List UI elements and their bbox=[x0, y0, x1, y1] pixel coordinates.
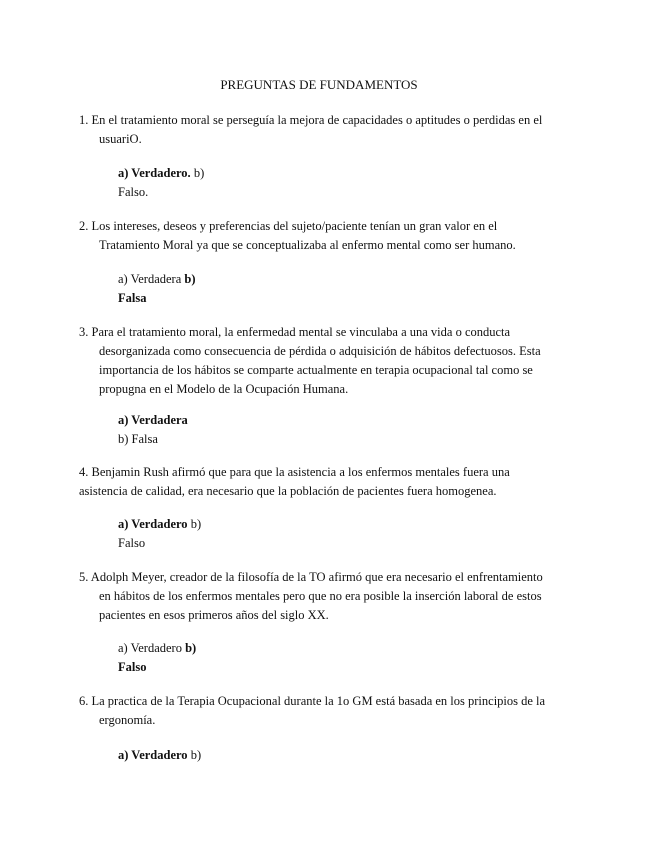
answer-5-correct-option-label: b) bbox=[181, 641, 197, 655]
answer-2 bbox=[118, 270, 418, 308]
question-2-line-1: 2. Los intereses, deseos y preferencias del sujeto/paciente tenían un gran valor en el bbox=[79, 219, 498, 233]
answer-6-correct-option: a) Verdadero bbox=[118, 748, 188, 762]
question-3-line-1: 3. Para el tratamiento moral, la enfermedad mental se vinculaba a una vida o conducta bbox=[79, 325, 511, 339]
question-5-line-3: pacientes en esos primeros años del siglo XX. bbox=[99, 608, 329, 622]
answer-2-correct-option-label: b) bbox=[181, 272, 196, 286]
question-3-line-4: propugna en el Modelo de la Ocupación Humana. bbox=[99, 382, 349, 396]
answer-5 bbox=[118, 639, 418, 677]
answer-4 bbox=[118, 515, 418, 553]
answer-1 bbox=[118, 164, 418, 202]
answer-3-option-b: b) Falsa bbox=[118, 432, 158, 446]
answer-1-option-b-label: b) bbox=[190, 166, 205, 180]
question-1-line-1: 1. En el tratamiento moral se perseguía la mejora de capacidades o aptitudes o perdidas en el bbox=[79, 113, 543, 127]
answer-4-option-b-label: b) bbox=[187, 517, 202, 531]
question-4-line-1: 4. Benjamin Rush afirmó que para que la asistencia a los enfermos mentales fuera una bbox=[79, 465, 510, 479]
answer-2-correct-option-text: Falsa bbox=[118, 291, 147, 305]
answer-5-correct-option-text: Falso bbox=[118, 660, 147, 674]
question-1-line-2: usuariO. bbox=[99, 132, 142, 146]
question-6 bbox=[79, 692, 569, 730]
question-1 bbox=[79, 111, 569, 149]
question-5-line-2: en hábitos de los enfermos mentales pero que no era posible la inserción laboral de estos bbox=[99, 589, 542, 603]
document-title: PREGUNTAS DE FUNDAMENTOS bbox=[220, 77, 418, 92]
answer-6-option-b-label: b) bbox=[187, 748, 202, 762]
answer-4-option-b-text: Falso bbox=[118, 536, 146, 550]
question-3 bbox=[79, 323, 569, 399]
question-5 bbox=[79, 568, 569, 625]
answer-4-correct-option: a) Verdadero bbox=[118, 517, 188, 531]
answer-1-option-b-text: Falso. bbox=[118, 185, 149, 199]
answer-3-correct-option: a) Verdadera bbox=[118, 413, 188, 427]
answer-1-correct-option: a) Verdadero. bbox=[118, 166, 191, 180]
question-6-line-1: 6. La practica de la Terapia Ocupacional durante la 1o GM está basada en los principios de la bbox=[79, 694, 546, 708]
answer-5-option-a: a) Verdadero bbox=[118, 641, 182, 655]
question-2-line-2: Tratamiento Moral ya que se conceptualizaba al enfermo mental como ser humano. bbox=[99, 238, 516, 252]
question-6-line-2: ergonomía. bbox=[99, 713, 156, 727]
question-5-line-1: 5. Adolph Meyer, creador de la filosofía de la TO afirmó que era necesario el enfrentamiento bbox=[79, 570, 543, 584]
question-4-line-2: asistencia de calidad, era necesario que la población de pacientes fuera homogenea. bbox=[79, 484, 497, 498]
question-3-line-3: importancia de los hábitos se comparte actualmente en terapia ocupacional tal como se bbox=[99, 363, 533, 377]
answer-6 bbox=[118, 746, 418, 765]
answer-3 bbox=[118, 411, 418, 449]
question-4 bbox=[79, 463, 569, 501]
question-3-line-2: desorganizada como consecuencia de pérdida o adquisición de hábitos defectuosos. Esta bbox=[99, 344, 541, 358]
answer-2-option-a: a) Verdadera bbox=[118, 272, 182, 286]
question-2 bbox=[79, 217, 569, 255]
